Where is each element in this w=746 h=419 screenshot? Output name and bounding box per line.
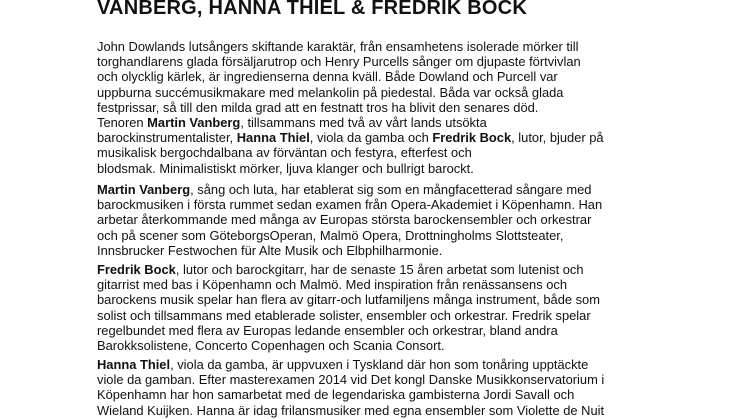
page-title: VANBERG, HANNA THIEL & FREDRIK BOCK — [97, 0, 527, 19]
intro-paragraph — [97, 39, 722, 176]
intro-line: blodsmak. Minimalistiskt mörker, ljuva klanger och bullrigt barockt. — [97, 160, 474, 176]
intro-line: festprissar, så till den milda grad att en festnatt tros ha blivit den senares död. — [97, 99, 539, 115]
bio-name: Fredrik Bock — [97, 262, 176, 277]
intro-line: uppburna succémusikmakare med melankolin på piedestal. Båda var också glada — [97, 84, 564, 100]
intro-line: och olycklig kärlek, är ingredienserna denna kväll. Både Dowland och Purcell var — [97, 69, 558, 85]
intro-line: Tenoren Martin Vanberg, tillsammans med två av vårt lands utsökta — [97, 115, 487, 131]
name-hanna: Hanna Thiel — [236, 130, 310, 146]
bio-fredrik-paragraph: Fredrik Bock, lutor och barockgitarr, har de senaste 15 åren arbetat som lutenist och gitarrist med bas i Köpenhamn och Malmö. Med inspiration från renässansens och barockens musik spelar han flera av gitarr-och lutfamiljens många instrument, både som solist och tillsammans med etablerade solister, ensembler och orkestrar. Fredrik spelar regelbundet med flera av Europas ledande ensembler och orkestrar, bland andra Barokksolistene, Concerto Copenhagen och Scania Consort. — [97, 262, 600, 354]
name-martin: Martin Vanberg — [147, 115, 241, 131]
bio-name: Hanna Thiel — [97, 357, 171, 372]
intro-line: torghandlarens glada försäljarutrop och Henry Purcells sånger om djupaste förtvivlan — [97, 54, 581, 70]
name-fredrik: Fredrik Bock — [432, 130, 512, 146]
intro-line: barockinstrumentalister, Hanna Thiel, viola da gamba och Fredrik Bock, lutor, bjuder på — [97, 130, 604, 146]
bio-hanna-paragraph: Hanna Thiel, viola da gamba, är uppvuxen i Tyskland där hon som tonåring upptäckte viole da gamban. Efter masterexamen 2014 vid Det kongl Danske Musikkonservatorium i Köpenhamn har hon samarbetat med de legendariska gambisterna Jordi Savall och Wieland Kuijken. Hanna är idag frilansmusiker med egna ensembler som Violette de Nuit — [97, 357, 605, 418]
bio-martin-paragraph: Martin Vanberg, sång och luta, har etablerat sig som en mångfacetterad sångare med barockmusiken i första rummet sedan examen från Opera-Akademiet i Köpenhamn. Han arbetar återkommande med många av Europas största barockensembler och orkestrar och på scener som GöteborgsOperan, Malmö Opera, Drottningholms Slottsteater, Innsbrucker Festwochen für Alte Musik och Elbphilharmonie. — [97, 182, 603, 258]
intro-line: musikalisk bergochdalbana av förväntan och festyra, efterfest och — [97, 145, 472, 161]
intro-line: John Dowlands lutsångers skiftande karaktär, från ensamhetens isolerade mörker till — [97, 39, 579, 54]
bio-name: Martin Vanberg — [97, 182, 191, 197]
